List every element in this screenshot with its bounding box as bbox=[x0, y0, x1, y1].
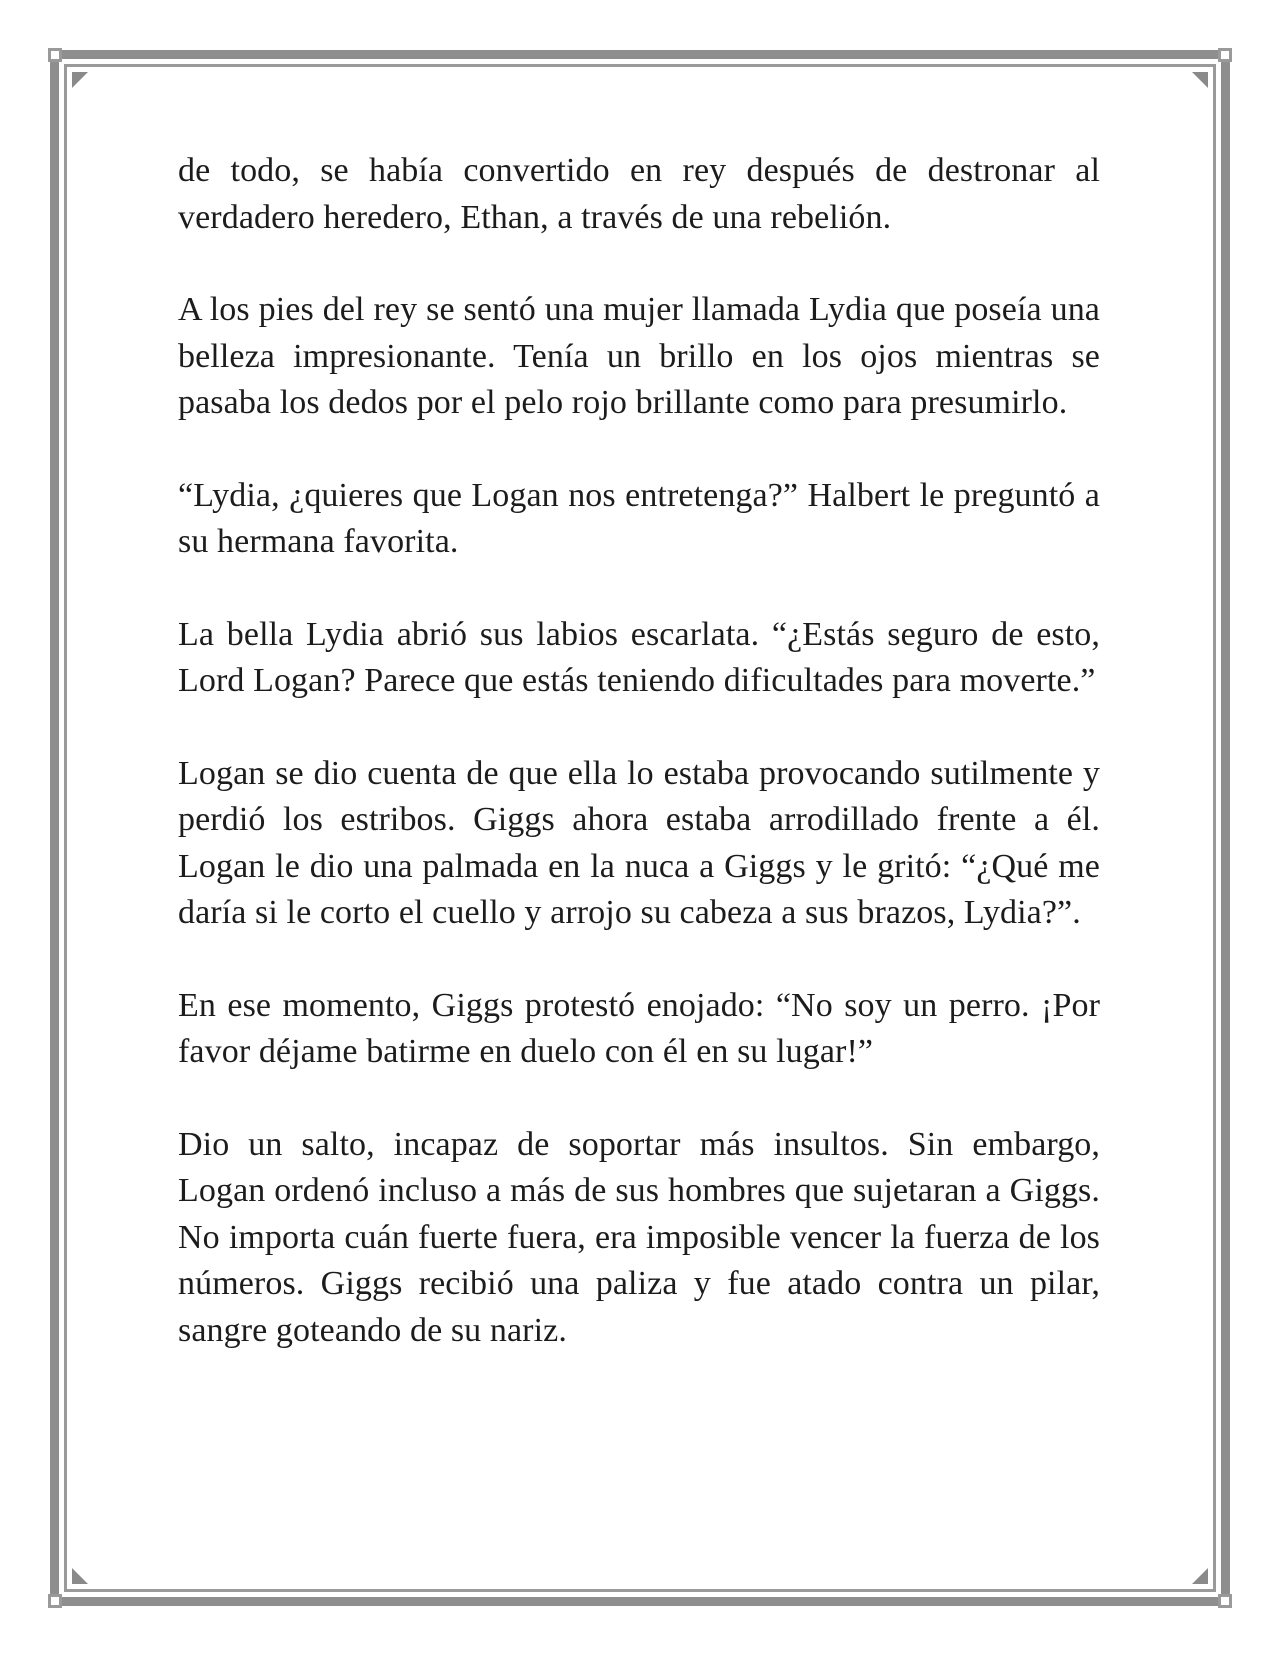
corner-triangle-bottom-left bbox=[72, 1568, 88, 1584]
paragraph: En ese momento, Giggs protestó enojado: “No soy un perro. ¡Por favor déjame batirme en duelo con él en su lugar!” bbox=[178, 986, 1100, 1070]
paragraph: A los pies del rey se sentó una mujer llamada Lydia que poseía una belleza impresionante. Tenía un brillo en los ojos mientras se pasaba los dedos por el pelo rojo brillante como para presumirlo. bbox=[178, 291, 1100, 421]
paragraph: Dio un salto, incapaz de soportar más insultos. Sin embargo, Logan ordenó incluso a más de sus hombres que sujetaran a Giggs. No importa cuán fuerte fuera, era imposible vencer la fuerza de los números. Giggs recibió una paliza y fue atado contra un pilar, sangre goteando de su nariz. bbox=[178, 1125, 1100, 1349]
corner-ornament-top-left bbox=[48, 48, 62, 62]
corner-ornament-bottom-right bbox=[1218, 1594, 1232, 1608]
corner-triangle-top-left bbox=[72, 72, 88, 88]
paragraph: Logan se dio cuenta de que ella lo estaba provocando sutilmente y perdió los estribos. Giggs ahora estaba arrodillado frente a él. Logan le dio una palmada en la nuca a Giggs y le gritó: “¿Qué me daría si le corto el cuello y arrojo su cabeza a sus brazos, Lydia?”. bbox=[178, 754, 1100, 931]
corner-ornament-top-right bbox=[1218, 48, 1232, 62]
corner-triangle-top-right bbox=[1192, 72, 1208, 88]
paragraph: “Lydia, ¿quieres que Logan nos entretenga?” Halbert le preguntó a su hermana favorita. bbox=[178, 476, 1100, 560]
corner-ornament-bottom-left bbox=[48, 1594, 62, 1608]
paragraph: La bella Lydia abrió sus labios escarlata. “¿Estás seguro de esto, Lord Logan? Parece que estás teniendo dificultades para moverte.” bbox=[178, 615, 1100, 699]
corner-triangle-bottom-right bbox=[1192, 1568, 1208, 1584]
body-text bbox=[178, 148, 1100, 1400]
paragraph: de todo, se había convertido en rey después de destronar al verdadero heredero, Ethan, a través de una rebelión. bbox=[178, 152, 1100, 236]
